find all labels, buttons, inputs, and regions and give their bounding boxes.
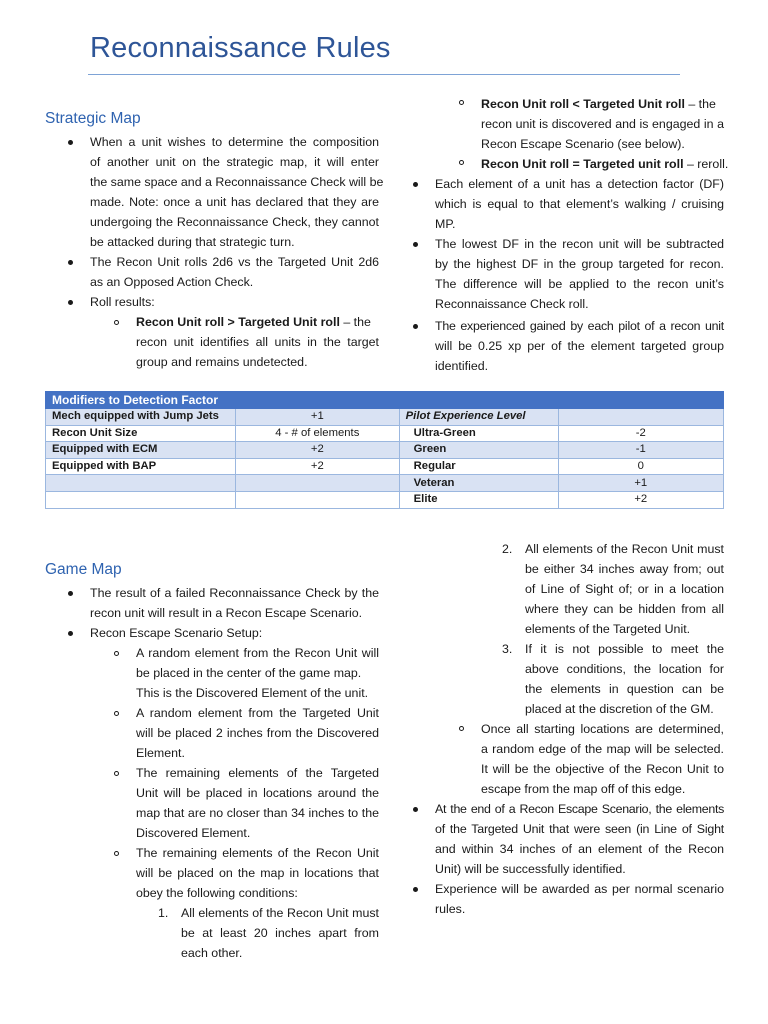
bullet-icon <box>413 182 418 187</box>
game-bullet-3: At the end of a Recon Escape Scenario, the elements of the Targeted Unit that were seen (in Line of Sight and within 34 inches of an element of the Recon Unit) will be successfully identified. <box>435 802 724 876</box>
bullet-icon <box>413 887 418 892</box>
bullet-icon <box>68 260 73 265</box>
condition-number: 2. <box>502 542 513 556</box>
condition-1: All elements of the Recon Unit must be at least 20 inches apart from each other. <box>181 906 379 960</box>
game-bullet-1: The result of a failed Reconnaissance Check by the recon unit will result in a Recon Escape Scenario. <box>90 586 379 620</box>
circle-bullet-icon <box>114 771 119 776</box>
table-row: Recon Unit Size 4 - # of elements Ultra-Green -2 <box>46 425 724 442</box>
bullet-icon <box>68 591 73 596</box>
table-row: Veteran +1 <box>46 475 724 492</box>
table-header-row <box>46 392 724 409</box>
roll-result-greater: Recon Unit roll > Targeted Unit roll – the recon unit identifies all units in the target group and remains undetected. <box>136 315 379 369</box>
bullet-icon <box>413 324 418 329</box>
strategic-bullet-1: When a unit wishes to determine the composition of another unit on the strategic map, it will enter the same space and a Reconnaissance Check will be made. Note: once a unit has declared that they are undergoing the Reconnaissance Check, they cannot be attacked during that strategic turn. <box>90 135 384 249</box>
setup-step-1: A random element from the Recon Unit will be placed in the center of the game map. This is the Discovered Element of the unit. <box>136 646 379 700</box>
circle-bullet-icon <box>459 726 464 731</box>
bullet-icon <box>68 140 73 145</box>
strategic-bullet-3: Roll results: <box>90 295 155 309</box>
condition-2: All elements of the Recon Unit must be either 34 inches away from; out of Line of Sight of; or in a location where they can be hidden from all elements of the Targeted Unit. <box>525 542 724 636</box>
strategic-bullet-4: Each element of a unit has a detection factor (DF) which is equal to that element’s walking / cruising MP. <box>435 177 724 231</box>
table-row: Equipped with BAP +2 Regular 0 <box>46 458 724 475</box>
strategic-bullet-6: The experienced gained by each pilot of a recon unit will be 0.25 xp per of the element targeted group identified. <box>435 319 724 373</box>
table-row: Mech equipped with Jump Jets +1 Pilot Experience Level <box>46 409 724 426</box>
bullet-icon <box>68 300 73 305</box>
condition-3: If it is not possible to meet the above conditions, the location for the elements in question can be placed at the discretion of the GM. <box>525 642 724 716</box>
circle-bullet-icon <box>114 711 119 716</box>
setup-step-5: Once all starting locations are determined, a random edge of the map will be selected. It will be the objective of the Recon Unit to escape from the map off of this edge. <box>481 722 724 796</box>
circle-bullet-icon <box>114 851 119 856</box>
title-divider <box>88 74 680 75</box>
bullet-icon <box>68 631 73 636</box>
detection-modifiers-table <box>45 391 724 509</box>
circle-bullet-icon <box>459 100 464 105</box>
circle-bullet-icon <box>114 651 119 656</box>
setup-step-3: The remaining elements of the Targeted Unit will be placed in locations around the map that are no closer than 34 inches to the Discovered Element. <box>136 766 379 840</box>
circle-bullet-icon <box>459 160 464 165</box>
bullet-icon <box>413 807 418 812</box>
strategic-bullet-2: The Recon Unit rolls 2d6 vs the Targeted Unit 2d6 as an Opposed Action Check. <box>90 255 379 289</box>
condition-number: 1. <box>158 906 169 920</box>
circle-bullet-icon <box>114 320 119 325</box>
strategic-map-heading: Strategic Map <box>45 110 141 127</box>
condition-number: 3. <box>502 642 513 656</box>
page-title: Reconnaissance Rules <box>90 32 391 64</box>
strategic-bullet-5: The lowest DF in the recon unit will be subtracted by the highest DF in the group targeted for recon. The difference will be applied to the recon unit’s Reconnaissance Check roll. <box>435 237 724 311</box>
table-row: Elite +2 <box>46 491 724 508</box>
game-map-heading: Game Map <box>45 561 122 578</box>
bullet-icon <box>413 242 418 247</box>
table-header: Modifiers to Detection Factor <box>46 392 724 409</box>
setup-step-4: The remaining elements of the Recon Unit will be placed on the map in locations that obey the following conditions: <box>136 846 379 900</box>
roll-result-equal: Recon Unit roll = Targeted unit roll – reroll. <box>481 157 729 171</box>
table-row: Equipped with ECM +2 Green -1 <box>46 442 724 459</box>
game-bullet-2: Recon Escape Scenario Setup: <box>90 626 263 640</box>
game-bullet-4: Experience will be awarded as per normal scenario rules. <box>435 882 724 916</box>
setup-step-2: A random element from the Targeted Unit will be placed 2 inches from the Discovered Element. <box>136 706 379 760</box>
roll-result-less: Recon Unit roll < Targeted Unit roll – the recon unit is discovered and is engaged in a Recon Escape Scenario (see below). <box>481 97 724 151</box>
